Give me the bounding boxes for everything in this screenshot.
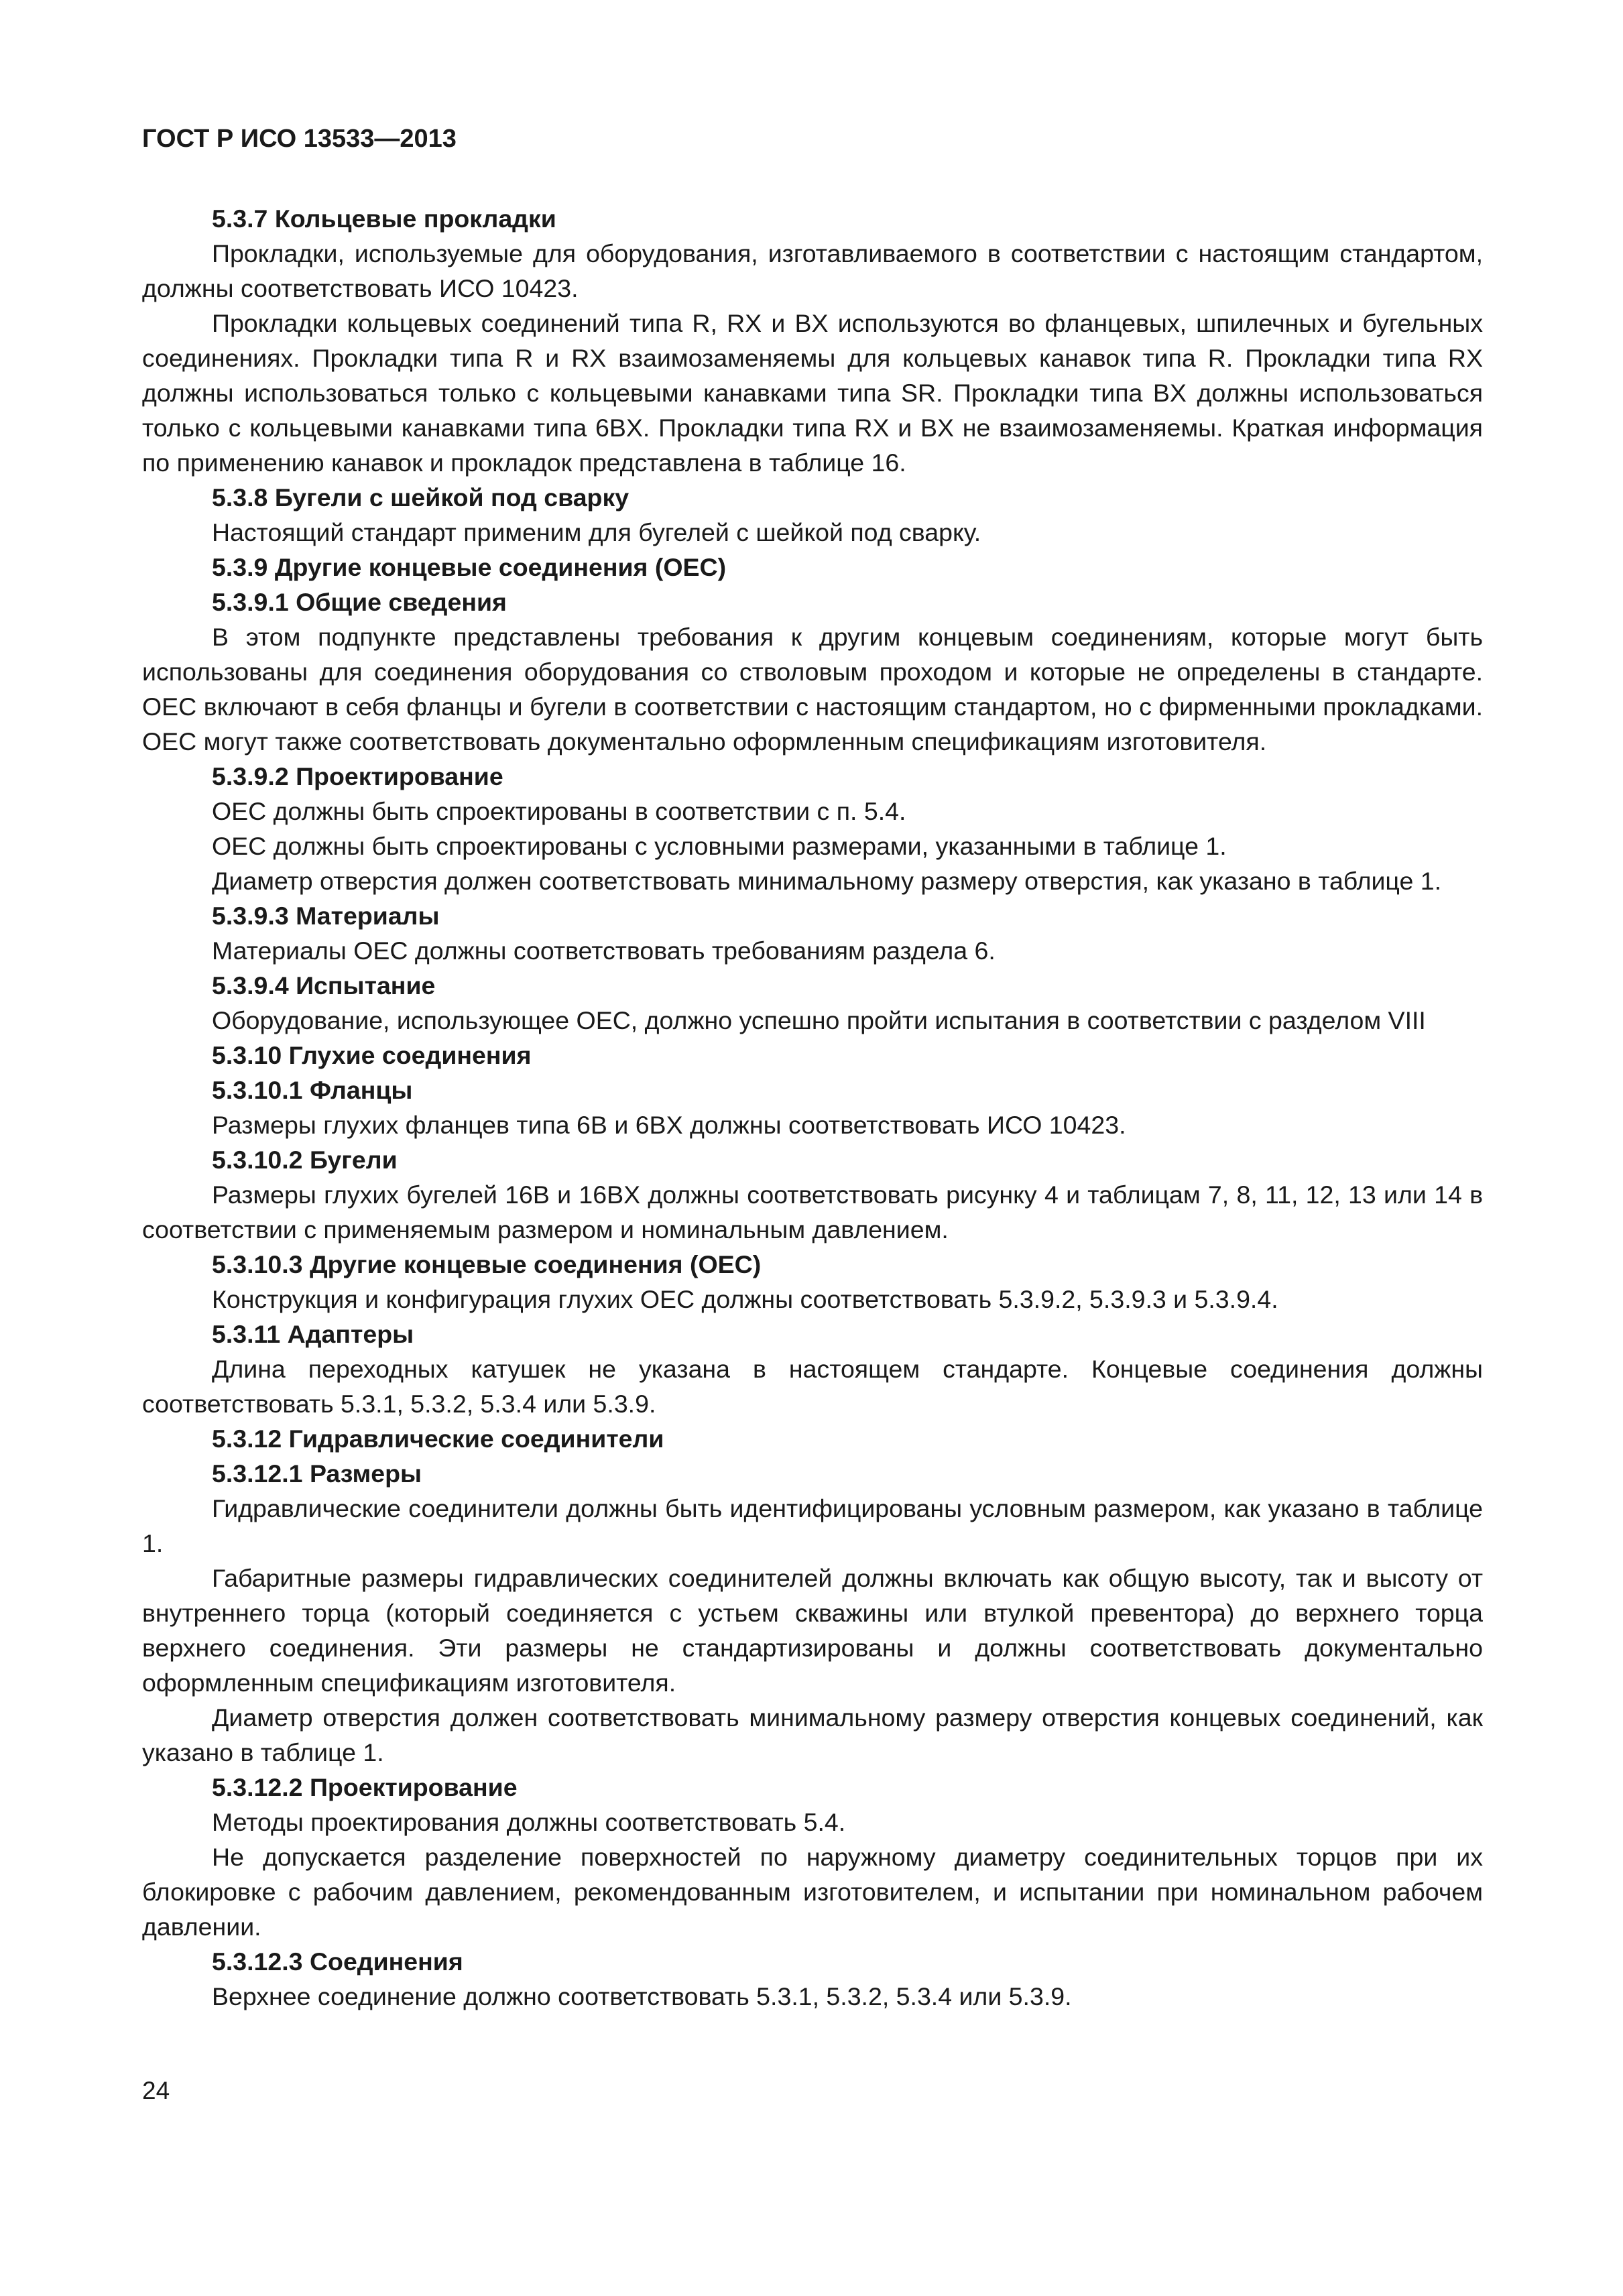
body-paragraph: Прокладки кольцевых соединений типа R, RX и BX используются во фланцевых, шпилечных и бугельных соединениях. Прокладки типа R и RX взаимозаменяемы для кольцевых канавок типа R. Прокладки типа RX должны использоваться только с кольцевыми канавками типа SR. Прокладки типа BX должны использоваться только с кольцевыми канавками типа 6BX. Прокладки типа RX и BX не взаимозаменяемы. Краткая информация по применению канавок и прокладок представлена в таблице 16. [142,309,1483,477]
body-paragraph: Размеры глухих фланцев типа 6B и 6BX должны соответствовать ИСО 10423. [212,1111,1126,1139]
body-paragraph: Верхнее соединение должно соответствовать 5.3.1, 5.3.2, 5.3.4 или 5.3.9. [212,1982,1072,2010]
document-body [142,201,1483,2014]
section-heading: 5.3.12 Гидравлические соединители [212,1425,664,1453]
body-paragraph: В этом подпункте представлены требования к другим концевым соединениям, которые могут быть использованы для соединения оборудования со стволовым проходом и которые не определены в стандарте. OEC включают в себя фланцы и бугели в соответствии с настоящим стандартом, но с фирменными прокладками. OEC могут также соответствовать документально оформленным спецификациям изготовителя. [142,623,1483,756]
body-paragraph: Размеры глухих бугелей 16B и 16BX должны соответствовать рисунку 4 и таблицам 7, 8, 11, 12, 13 или 14 в соответствии с применяемым размером и номинальным давлением. [142,1181,1483,1244]
section-heading: 5.3.12.1 Размеры [212,1459,422,1488]
body-paragraph: OEC должны быть спроектированы с условными размерами, указанными в таблице 1. [212,832,1227,860]
body-paragraph: Методы проектирования должны соответствовать 5.4. [212,1808,846,1836]
section-heading: 5.3.8 Бугели с шейкой под сварку [212,483,629,511]
section-heading: 5.3.9 Другие концевые соединения (OEC) [212,553,727,581]
page-number: 24 [142,2077,170,2104]
section-heading: 5.3.12.3 Соединения [212,1947,463,1976]
body-paragraph: Настоящий стандарт применим для бугелей с шейкой под сварку. [212,518,981,546]
section-heading: 5.3.10 Глухие соединения [212,1041,532,1069]
section-heading: 5.3.9.1 Общие сведения [212,588,507,616]
body-paragraph: OEC должны быть спроектированы в соответствии с п. 5.4. [212,797,906,825]
section-heading: 5.3.10.3 Другие концевые соединения (OEC) [212,1250,762,1278]
section-heading: 5.3.9.3 Материалы [212,902,440,930]
section-heading: 5.3.11 Адаптеры [212,1320,414,1348]
body-paragraph: Габаритные размеры гидравлических соединителей должны включать как общую высоту, так и высоту от внутреннего торца (который соединяется с устьем скважины или втулкой превентора) до верхнего торца верхнего соединения. Эти размеры не стандартизированы и должны соответствовать документально оформленным спецификациям изготовителя. [142,1564,1483,1697]
section-heading: 5.3.9.2 Проектирование [212,762,503,790]
section-heading: 5.3.10.2 Бугели [212,1146,398,1174]
section-heading: 5.3.9.4 Испытание [212,971,436,1000]
body-paragraph: Не допускается разделение поверхностей по наружному диаметру соединительных торцов при их блокировке с рабочим давлением, рекомендованным изготовителем, и испытании при номинальном рабочем давлении. [142,1843,1483,1941]
doc-header-code: ГОСТ Р ИСО 13533—2013 [142,125,457,153]
section-heading: 5.3.7 Кольцевые прокладки [212,204,556,233]
section-heading: 5.3.10.1 Фланцы [212,1076,413,1104]
body-paragraph: Оборудование, использующее OEC, должно успешно пройти испытания в соответствии с разделом VIII [212,1006,1426,1034]
section-heading: 5.3.12.2 Проектирование [212,1773,518,1801]
body-paragraph: Конструкция и конфигурация глухих OEC должны соответствовать 5.3.9.2, 5.3.9.3 и 5.3.9.4. [212,1285,1278,1313]
body-paragraph: Диаметр отверстия должен соответствовать минимальному размеру отверстия, как указано в таблице 1. [212,867,1442,895]
body-paragraph: Материалы OEC должны соответствовать требованиям раздела 6. [212,936,996,965]
body-paragraph: Гидравлические соединители должны быть идентифицированы условным размером, как указано в таблице 1. [142,1494,1483,1557]
body-paragraph: Диаметр отверстия должен соответствовать минимальному размеру отверстия концевых соединений, как указано в таблице 1. [142,1703,1483,1766]
body-paragraph: Прокладки, используемые для оборудования, изготавливаемого в соответствии с настоящим стандартом, должны соответствовать ИСО 10423. [142,239,1483,302]
body-paragraph: Длина переходных катушек не указана в настоящем стандарте. Концевые соединения должны соответствовать 5.3.1, 5.3.2, 5.3.4 или 5.3.9. [142,1355,1483,1418]
